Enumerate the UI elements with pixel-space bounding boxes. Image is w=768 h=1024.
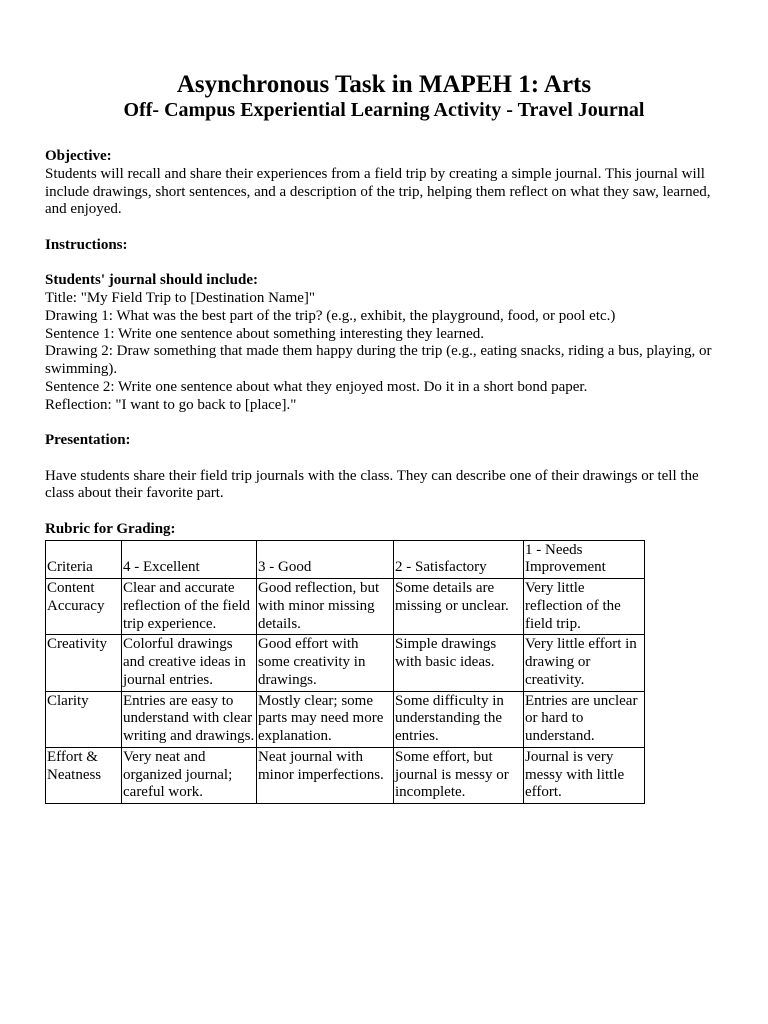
cell-line: Good reflection, but: [258, 580, 380, 596]
cell-line: missing or unclear.: [395, 597, 509, 614]
cell-line: Content: [47, 580, 95, 596]
cell-line: Entries are unclear: [525, 692, 638, 709]
rubric-cell-excellent: [122, 747, 257, 803]
cell-line: Improvement: [525, 559, 606, 576]
cell-line: drawing or: [525, 654, 591, 670]
rubric-header-excellent: [122, 540, 257, 579]
cell-line: Neatness: [47, 766, 102, 783]
objective-heading: Objective:: [45, 148, 112, 164]
rubric-cell-excellent: [122, 691, 257, 747]
cell-line: reflection of the field: [123, 597, 251, 614]
blank-line: [45, 255, 745, 273]
cell-line: Clear and accurate: [123, 580, 235, 596]
cell-line: understand.: [525, 728, 595, 744]
rubric-cell-excellent: [122, 579, 257, 635]
cell-line: Accuracy: [47, 597, 105, 614]
cell-line: Colorful drawings: [123, 636, 233, 653]
rubric-cell-criteria: [46, 579, 122, 635]
objective-text-line: include drawings, short sentences, and a description of the trip, helping them reflect on what they saw, learned,: [45, 183, 711, 200]
rubric-header-good: [257, 540, 394, 579]
rubric-table: [45, 540, 645, 805]
rubric-header-needs-improvement: [524, 540, 645, 579]
rubric-cell-satisfactory: [394, 691, 524, 747]
cell-line: understanding the: [395, 710, 503, 727]
cell-line: Simple drawings: [395, 636, 497, 653]
rubric-row: [46, 747, 645, 803]
journal-requirement-line: Drawing 2: Draw something that made them happy during the trip (e.g., eating snacks, riding a bus, playing, or: [45, 343, 712, 360]
cell-line: Clarity: [47, 692, 89, 709]
cell-line: Creativity: [47, 636, 107, 653]
rubric-cell-needs-improvement: [524, 579, 645, 635]
rubric-cell-criteria: [46, 635, 122, 691]
cell-line: or hard to: [525, 710, 584, 727]
cell-line: 4 - Excellent: [123, 559, 200, 576]
cell-line: Journal is very: [525, 748, 614, 765]
cell-line: Mostly clear; some: [258, 692, 373, 709]
cell-line: journal entries.: [123, 671, 213, 688]
objective-text-line: Students will recall and share their experiences from a field trip by creating a simple journal. This journal will: [45, 165, 705, 182]
blank-line: [45, 450, 745, 468]
cell-line: Entries are easy to: [123, 692, 234, 709]
blank-line: [45, 414, 745, 432]
cell-line: with minor missing: [258, 597, 375, 614]
document-subtitle: Off- Campus Experiential Learning Activity - Travel Journal: [123, 99, 645, 121]
objective-text-line: and enjoyed.: [45, 201, 122, 218]
cell-line: careful work.: [123, 784, 203, 801]
rubric-cell-good: [257, 747, 394, 803]
cell-line: details.: [258, 615, 301, 632]
cell-line: entries.: [395, 728, 439, 744]
rubric-row: [46, 579, 645, 635]
document-title: Asynchronous Task in MAPEH 1: Arts: [176, 71, 592, 98]
rubric-cell-good: [257, 691, 394, 747]
rubric-cell-good: [257, 635, 394, 691]
cell-line: and creative ideas in: [123, 654, 246, 670]
cell-line: Neat journal with: [258, 748, 363, 765]
rubric-cell-needs-improvement: [524, 691, 645, 747]
instructions-heading: Instructions:: [45, 236, 128, 253]
journal-heading: Students' journal should include:: [45, 272, 258, 289]
cell-line: Good effort with: [258, 636, 359, 653]
rubric-heading: Rubric for Grading:: [45, 520, 176, 537]
journal-requirement-line: swimming).: [45, 361, 118, 377]
cell-line: Very little: [525, 580, 585, 596]
cell-line: some creativity in: [258, 654, 366, 670]
rubric-header-criteria: [46, 540, 122, 579]
rubric-cell-satisfactory: [394, 579, 524, 635]
cell-line: 1 - Needs: [525, 541, 583, 558]
journal-requirement-line: Drawing 1: What was the best part of the trip? (e.g., exhibit, the playground, food, or pool etc.): [45, 307, 616, 324]
rubric-cell-satisfactory: [394, 635, 524, 691]
cell-line: Some details are: [395, 580, 495, 596]
blank-line: [45, 219, 745, 237]
rubric-cell-satisfactory: [394, 747, 524, 803]
cell-line: Very neat and: [123, 748, 206, 765]
rubric-cell-needs-improvement: [524, 635, 645, 691]
rubric-row: [46, 635, 645, 691]
cell-line: Some difficulty in: [395, 692, 504, 709]
rubric-cell-good: [257, 579, 394, 635]
cell-line: Criteria: [47, 559, 93, 576]
presentation-text-line: class about their favorite part.: [45, 485, 224, 502]
cell-line: Effort &: [47, 748, 98, 765]
cell-line: minor imperfections.: [258, 766, 384, 783]
journal-requirement-line: Sentence 2: Write one sentence about what they enjoyed most. Do it in a short bond paper.: [45, 378, 588, 395]
cell-line: parts may need more: [258, 710, 384, 727]
cell-line: with basic ideas.: [395, 654, 495, 670]
document-body: [45, 148, 745, 804]
rubric-header-row: [46, 540, 645, 579]
cell-line: 3 - Good: [258, 559, 312, 576]
cell-line: understand with clear: [123, 710, 253, 727]
cell-line: creativity.: [525, 671, 585, 688]
cell-line: drawings.: [258, 671, 317, 688]
cell-line: organized journal;: [123, 766, 233, 783]
cell-line: messy with little: [525, 766, 625, 783]
cell-line: reflection of the: [525, 597, 621, 614]
cell-line: journal is messy or: [395, 766, 509, 783]
rubric-header-satisfactory: [394, 540, 524, 579]
cell-line: field trip.: [525, 615, 581, 632]
cell-line: incomplete.: [395, 784, 466, 801]
rubric-cell-excellent: [122, 635, 257, 691]
cell-line: 2 - Satisfactory: [395, 559, 487, 576]
blank-line: [45, 503, 745, 521]
presentation-text-line: Have students share their field trip journals with the class. They can describe one of their drawings or tell the: [45, 467, 699, 484]
rubric-cell-criteria: [46, 691, 122, 747]
rubric-row: [46, 691, 645, 747]
journal-requirement-line: Title: "My Field Trip to [Destination Name]": [45, 290, 316, 306]
cell-line: writing and drawings.: [123, 728, 255, 744]
cell-line: effort.: [525, 784, 562, 801]
cell-line: explanation.: [258, 728, 332, 744]
journal-requirement-line: Sentence 1: Write one sentence about something interesting they learned.: [45, 325, 484, 342]
cell-line: Some effort, but: [395, 748, 493, 765]
cell-line: Very little effort in: [525, 636, 637, 653]
rubric-cell-needs-improvement: [524, 747, 645, 803]
presentation-heading: Presentation:: [45, 432, 131, 448]
journal-requirement-line: Reflection: "I want to go back to [place].": [45, 396, 297, 413]
rubric-cell-criteria: [46, 747, 122, 803]
cell-line: trip experience.: [123, 615, 217, 632]
